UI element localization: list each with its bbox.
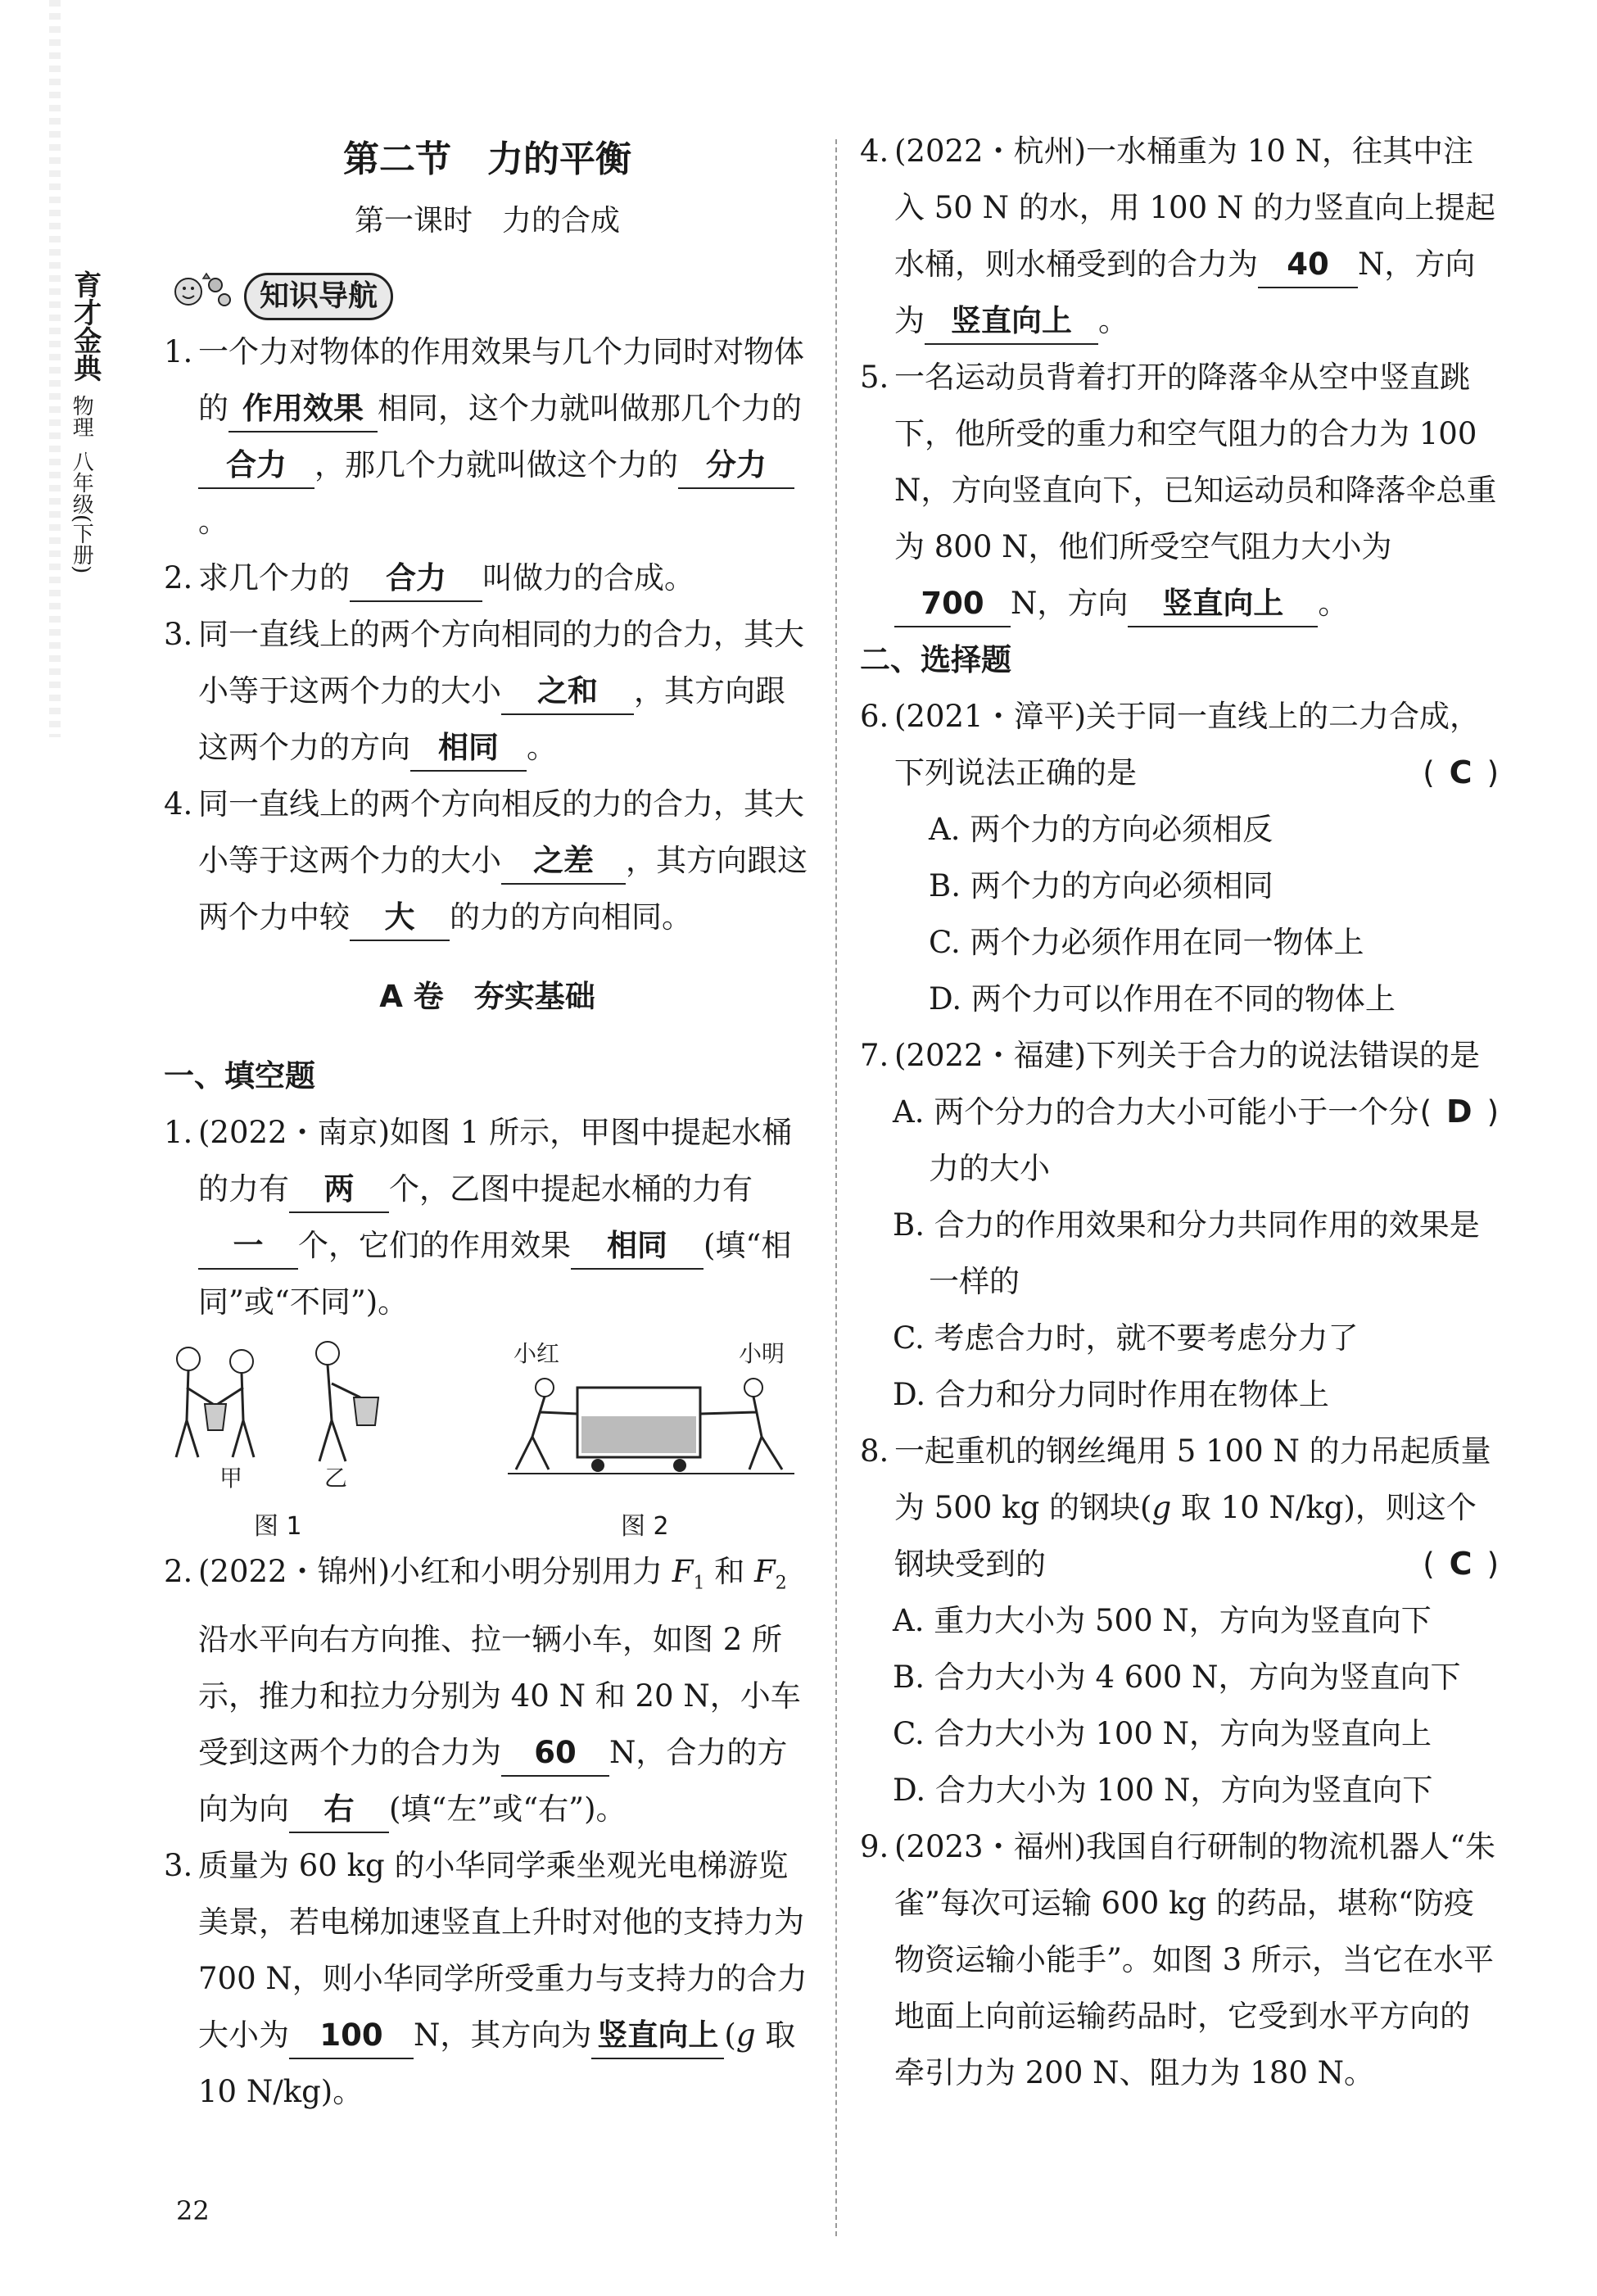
answer-blank: 之差 [501,839,626,885]
answer-blank: 两 [289,1167,389,1213]
item-text: ( [724,2017,736,2054]
answer-blank: 100 [289,2013,414,2059]
question-7 [860,1027,1499,1130]
answer-blank: 大 [350,895,450,941]
answer-blank: 之和 [501,669,634,715]
gravity-symbol: g [735,2017,756,2054]
item-text: 同一直线上的两个方向相同的力的合力，其大小等于这两个力的大小 [198,617,804,709]
option: B. 两个力的方向必须相同 [929,868,1274,903]
answer-bracket: ( D ) [1419,1094,1499,1130]
grade-label: 八年级(下册) [69,451,94,574]
item-text: 。 [1318,586,1349,621]
option: A. 两个分力的合力大小可能小于一个分力的大小 [893,1094,1419,1186]
item-number: 3. [164,1848,193,1884]
page-number: 22 [176,2195,210,2226]
fig1-label-yi: 乙 [323,1465,348,1492]
question-6 [860,688,1499,801]
answer-blank: 相同 [410,726,527,772]
item-number: 1. [164,1115,193,1150]
answer-blank: 40 [1258,242,1358,288]
question-5 [860,349,1499,632]
answer-choice: D [1446,1094,1473,1130]
question-4 [860,123,1499,349]
item-number: 7. [860,1038,889,1073]
answer-blank: 作用效果 [228,387,378,432]
item-text: 取 10 N/kg)。 [198,2017,796,2110]
item-number: 2. [164,560,193,596]
question-1 [164,1104,811,1330]
answer-blank: 竖直向上 [925,299,1098,345]
option: D. 合力大小为 100 N，方向为竖直向下 [893,1773,1433,1808]
option: C. 合力大小为 100 N，方向为竖直向上 [893,1716,1432,1751]
binding-edge [49,0,61,737]
answer-blank: 合力 [350,556,482,602]
figure-1-illustration [164,1338,409,1494]
option: A. 重力大小为 500 N，方向为竖直向下 [893,1603,1432,1638]
item-text: 。 [527,730,557,765]
question-2 [164,1543,811,1837]
item-text: 。 [1098,303,1129,338]
force-symbol: F [754,1554,776,1589]
item-text: N，方向为 [894,247,1476,338]
item-text: ，其方向跟这两个力中较 [198,843,808,935]
answer-blank: 相同 [571,1224,703,1270]
subject-label: 物理 [69,395,94,437]
knowledge-item [164,606,811,776]
answer-blank: 竖直向上 [591,2013,724,2059]
item-number: 1. [164,334,193,369]
item-text: (2023・福州)我国自行研制的物流机器人“朱雀”每次可运输 600 kg 的药品，堪称“防疫物资运输小能手”。如图 3 所示，当它在水平地面上向前运输药品时，它受到水平方向的牵引力为 200 N、阻力为 180 N。 [894,1829,1495,2090]
figures-row [164,1338,811,1541]
gravity-symbol: g [1151,1490,1172,1525]
option: C. 考虑合力时，就不要考虑分力了 [893,1320,1359,1356]
answer-blank: 合力 [198,443,314,489]
answer-choice: C [1449,1546,1473,1582]
item-text: 一个力对物体的作用效果与几个力同时对物体的 [198,334,804,426]
item-text: (2022・锦州)小红和小明分别用力 [198,1554,672,1589]
item-text: N，合力的方向为向 [198,1735,788,1827]
item-number: 5. [860,360,889,395]
answer-bracket: ( C ) [1423,754,1499,790]
volume-heading: A 卷 夯实基础 [379,979,595,1014]
question-9 [860,1818,1499,2101]
item-text: 一起重机的钢丝绳用 5 100 N 的力吊起质量为 500 kg 的钢块( [894,1433,1491,1525]
figure-1-caption: 图 1 [254,1512,302,1541]
section-title: 第二节 力的平衡 [343,138,631,180]
item-text: 同一直线上的两个方向相反的力的合力，其大小等于这两个力的大小 [198,786,804,878]
item-text: 沿水平向右方向推、拉一辆小车，如图 2 所示，推力和拉力分别为 40 N 和 20 N，小车受到这两个力的合力为 [198,1622,801,1771]
item-text: 质量为 60 kg 的小华同学乘坐观光电梯游览美景，若电梯加速竖直上升时对他的支持力为 700 N，则小华同学所受重力与支持力的合力大小为 [198,1848,808,2054]
item-text: 个，乙图中提起水桶的力有 [389,1171,753,1207]
force-symbol: F [672,1554,694,1589]
option: D. 合力和分力同时作用在物体上 [893,1377,1329,1412]
item-number: 9. [860,1829,889,1864]
brand-title: 育才金典 [68,270,102,382]
cartoon-icon [170,270,236,313]
figure-2-caption: 图 2 [621,1512,669,1541]
answer-blank: 分力 [678,443,794,489]
item-text: (填“相同”或“不同”)。 [198,1228,792,1320]
item-text: 求几个力的 [198,560,350,596]
item-text: 取 10 N/kg)，则这个钢块受到的 [894,1490,1477,1582]
column-divider [835,139,837,2236]
item-text: (2021・漳平)关于同一直线上的二力合成，下列说法正确的是 [894,699,1481,790]
knowledge-item [164,550,811,606]
item-text: N，方向 [1011,586,1129,621]
item-number: 4. [860,134,889,169]
force-subscript: 1 [693,1573,705,1594]
answer-blank: 一 [198,1224,298,1270]
option: B. 合力的作用效果和分力共同作用的效果是一样的 [893,1207,1480,1299]
knowledge-item [164,776,811,945]
force-subscript: 2 [775,1573,787,1594]
figure-2-illustration [500,1338,803,1494]
option: D. 两个力可以作用在不同的物体上 [929,981,1396,1017]
item-text: 叫做力的合成。 [482,560,694,596]
answer-blank: 60 [501,1731,609,1777]
item-text: ，其方向跟这两个力的方向 [198,673,785,765]
question-3 [164,1837,811,2120]
item-text: 。 [198,504,228,539]
item-text: 相同，这个力就叫做那几个力的 [378,391,802,426]
item-text: ，那几个力就叫做这个力的 [314,447,678,482]
fig1-label-jia: 甲 [219,1465,243,1492]
item-text: N，其方向为 [414,2017,592,2054]
item-text: (填“左”或“右”)。 [389,1791,627,1827]
answer-blank: 竖直向上 [1128,582,1318,627]
item-number: 3. [164,617,193,652]
option: C. 两个力必须作用在同一物体上 [929,925,1364,960]
item-text: (2022・南京)如图 1 所示，甲图中提起水桶的力有 [198,1115,793,1207]
answer-bracket: ( C ) [1423,1546,1499,1582]
knowledge-badge [170,267,393,316]
item-text: (2022・福建)下列关于合力的说法错误的是 [894,1038,1481,1073]
fill-section-title: 一、填空题 [164,1058,315,1094]
fig2-label-xiaohong: 小红 [513,1340,560,1367]
answer-blank: 右 [289,1787,389,1833]
item-text: (2022・杭州)一水桶重为 10 N，往其中注入 50 N 的水，用 100 N 的力竖直向上提起水桶，则水桶受到的合力为 [894,134,1496,282]
item-number: 6. [860,699,889,734]
badge-text: 知识导航 [244,273,393,320]
fig2-label-xiaoming: 小明 [738,1340,785,1367]
item-number: 4. [164,786,193,822]
option: A. 两个力的方向必须相反 [929,812,1274,847]
question-8 [860,1423,1499,1592]
item-text: 和 [704,1554,755,1589]
knowledge-item [164,324,811,550]
answer-choice: C [1449,754,1473,790]
item-number: 2. [164,1554,193,1589]
item-number: 8. [860,1433,889,1469]
item-text: 的力的方向相同。 [450,899,692,935]
choice-section-title: 二、选择题 [860,642,1011,677]
item-text: 个，它们的作用效果 [298,1228,571,1263]
left-column [164,123,811,2120]
option: B. 合力大小为 4 600 N，方向为竖直向下 [893,1660,1461,1695]
right-column [860,123,1499,2101]
item-text: 一名运动员背着打开的降落伞从空中竖直跳下，他所受的重力和空气阻力的合力为 100 N，方向竖直向下，已知运动员和降落伞总重为 800 N，他们所受空气阻力大小为 [894,360,1497,564]
lesson-title: 第一课时 力的合成 [354,204,620,238]
answer-blank: 700 [894,582,1011,627]
spine-label [70,270,119,573]
